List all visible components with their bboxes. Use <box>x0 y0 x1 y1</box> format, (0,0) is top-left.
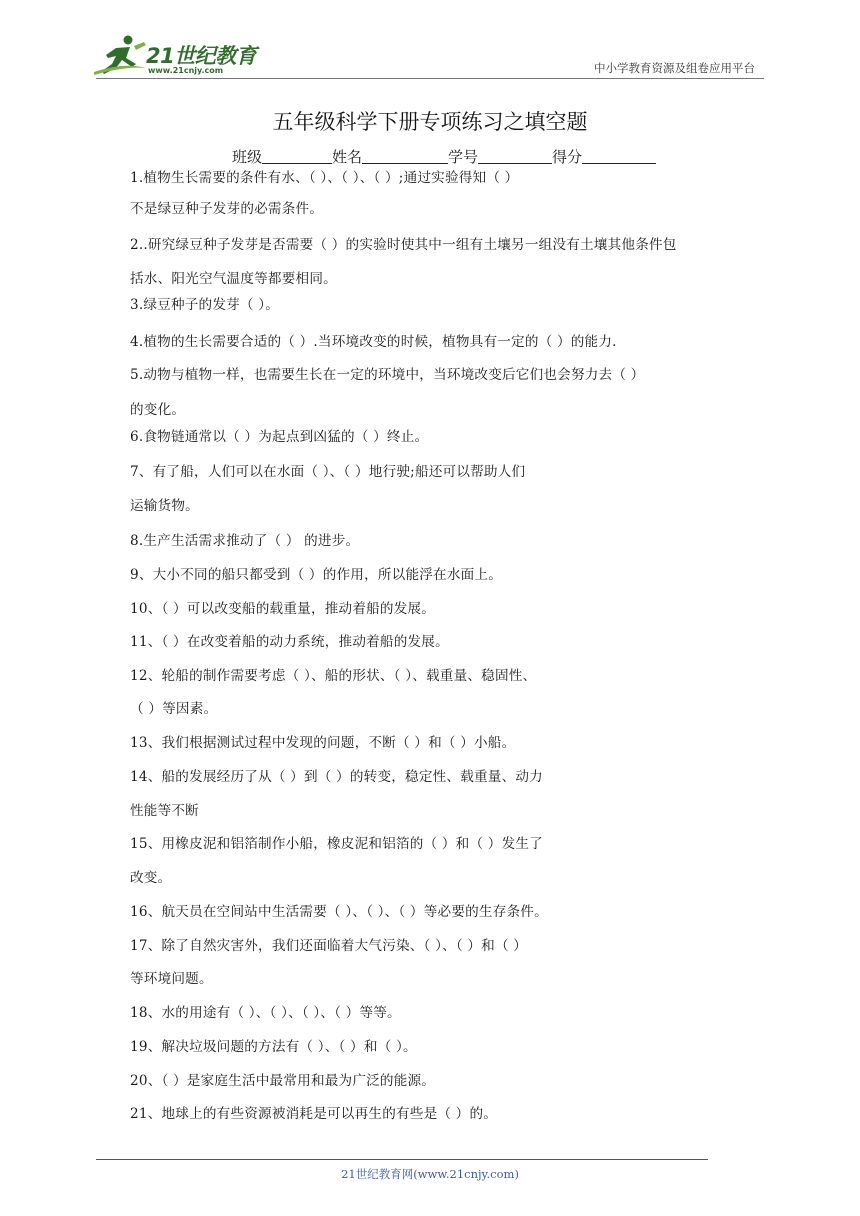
name-blank[interactable] <box>362 149 448 164</box>
question-line: 括水、阳光空气温度等都要相同。 <box>130 271 337 287</box>
question-line: 4.植物的生长需要合适的（ ）.当环境改变的时候，植物具有一定的（ ）的能力. <box>130 334 617 350</box>
student-info-fields <box>232 146 656 167</box>
question-line: 1.植物生长需要的条件有水、（ ）、（ ）、（ ）;通过实验得知（ ） <box>130 170 519 186</box>
question-line: 5.动物与植物一样，也需要生长在一定的环境中，当环境改变后它们也会努力去（ ） <box>130 367 645 383</box>
question-line: 7、有了船，人们可以在水面（ ）、（ ）地行驶;船还可以帮助人们 <box>130 464 526 480</box>
logo-text: 21世纪教育 <box>146 44 257 68</box>
question-line: 15、用橡皮泥和铝箔制作小船，橡皮泥和铝箔的（ ）和（ ）发生了 <box>130 836 543 852</box>
question-line: 9、大小不同的船只都受到（ ）的作用，所以能浮在水面上。 <box>130 567 503 583</box>
question-line: 18、水的用途有（ ）、（ ）、（ ）、（ ）等等。 <box>130 1005 401 1021</box>
question-line: 不是绿豆种子发芽的必需条件。 <box>130 201 324 217</box>
footer-link[interactable]: 21世纪教育网(www.21cnjy.com) <box>341 1167 519 1181</box>
question-line: 性能等不断 <box>130 803 199 819</box>
class-label: 班级 <box>232 148 263 166</box>
question-line: 14、船的发展经历了从（ ）到（ ）的转变，稳定性、载重量、动力 <box>130 769 543 785</box>
question-line: 等环境问题。 <box>130 971 213 987</box>
score-blank[interactable] <box>582 149 656 164</box>
page-title: 五年级科学下册专项练习之填空题 <box>272 110 588 134</box>
question-line: 13、我们根据测试过程中发现的问题，不断（ ）和（ ）小船。 <box>130 735 516 751</box>
question-line: 2..研究绿豆种子发芽是否需要（ ）的实验时使其中一组有土壤另一组没有土壤其他条件包 <box>130 237 677 253</box>
question-line: 运输货物。 <box>130 498 199 514</box>
question-line: 19、解决垃圾问题的方法有（ ）、（ ）和（ ）。 <box>130 1039 417 1055</box>
question-line: 8.生产生活需求推动了（ ） 的进步。 <box>130 533 360 549</box>
logo-url: www.21cnjy.com <box>148 66 224 75</box>
question-line: 16、航天员在空间站中生活需要（ ）、（ ）、（ ）等必要的生存条件。 <box>130 904 548 920</box>
question-line: 20、（ ）是家庭生活中最常用和最为广泛的能源。 <box>130 1073 436 1089</box>
question-line: （ ）等因素。 <box>130 701 218 717</box>
header-divider <box>96 78 764 79</box>
question-line: 12、轮船的制作需要考虑（ ）、船的形状、（ ）、载重量、稳固性、 <box>130 668 537 684</box>
question-line: 改变。 <box>130 870 172 886</box>
footer-divider <box>96 1159 708 1160</box>
name-label: 姓名 <box>332 148 363 166</box>
question-line: 11、（ ）在改变着船的动力系统，推动着船的发展。 <box>130 634 449 650</box>
id-label: 学号 <box>448 148 479 166</box>
class-blank[interactable] <box>262 149 332 164</box>
question-line: 10、（ ）可以改变船的载重量，推动着船的发展。 <box>130 601 436 617</box>
question-line: 17、除了自然灾害外，我们还面临着大气污染、（ ）、（ ）和（ ） <box>130 938 528 954</box>
id-blank[interactable] <box>478 149 552 164</box>
question-line: 6.食物链通常以（ ）为起点到凶猛的（ ）终止。 <box>130 429 429 445</box>
score-label: 得分 <box>552 148 583 166</box>
question-line: 的变化。 <box>130 402 186 418</box>
question-line: 3.绿豆种子的发芽（ ）。 <box>130 297 280 313</box>
platform-label: 中小学教育资源及组卷应用平台 <box>594 61 755 75</box>
question-line: 21、地球上的有些资源被消耗是可以再生的有些是（ ）的。 <box>130 1106 498 1122</box>
